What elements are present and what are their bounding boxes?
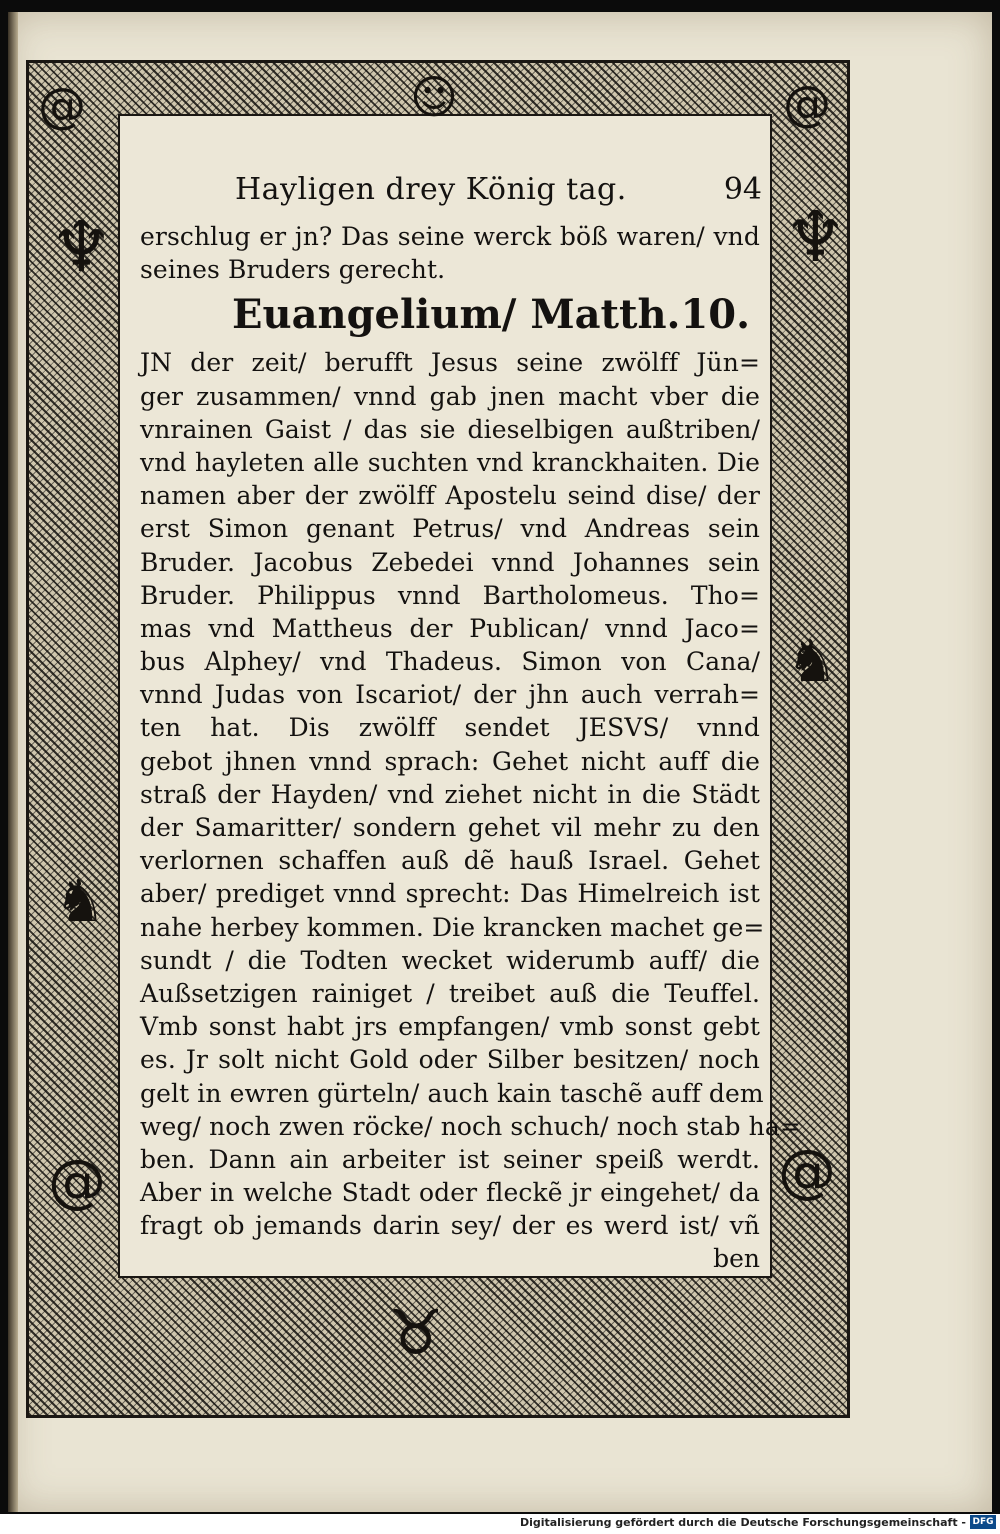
face-ornament-icon: ☺: [410, 70, 458, 124]
text-line: Bruder. Jacobus Zebedei vnnd Johannes sein: [140, 547, 760, 577]
page-spine-shadow: [8, 12, 18, 1512]
text-line: weg/ noch zwen röcke/ noch schuch/ noch stab ha=: [140, 1111, 801, 1141]
text-line: ten hat. Dis zwölff sendet JESVS/ vnnd: [140, 713, 760, 743]
beast-ornament-icon: ♉: [388, 1296, 444, 1369]
text-line: namen aber der zwölff Apostelu seind dise/ der: [140, 481, 760, 511]
footer-credit: Digitalisierung gefördert durch die Deutsche Forschungsgemeinschaft -: [519, 1516, 966, 1529]
page-text: [140, 172, 801, 1242]
spiral-ornament-icon: @: [783, 76, 831, 132]
text-line: sundt / die Todten wecket widerumb auff/ die: [140, 945, 760, 975]
text-line: aber/ prediget vnnd sprecht: Das Himelreich ist: [140, 879, 760, 909]
running-head: Hayligen drey König tag.: [235, 172, 627, 207]
text-line: seines Bruders gerecht.: [140, 255, 446, 285]
beast-ornament-icon: ♞: [786, 627, 838, 695]
text-line: es. Jr solt nicht Gold oder Silber besitzen/ noch: [140, 1045, 760, 1075]
text-line: gebot jhnen vnnd sprach: Gehet nicht auff die: [140, 746, 760, 776]
page-number: 94: [723, 172, 762, 207]
text-line: straß der Hayden/ vnd ziehet nicht in die Städt: [140, 779, 760, 809]
text-line: erschlug er jn? Das seine werck böß waren/ vnd: [140, 222, 760, 251]
figure-ornament-icon: ♆: [50, 206, 113, 288]
text-line: fragt ob jemands darin sey/ der es werd ist/ vñ: [140, 1211, 760, 1241]
spiral-ornament-icon: @: [778, 1137, 836, 1205]
text-line: bus Alphey/ vnd Thadeus. Simon von Cana/: [140, 647, 760, 677]
text-line: verlornen schaffen auß dẽ hauß Israel. Gehet: [140, 846, 760, 876]
text-line: gelt in ewren gürteln/ auch kain taschẽ auff dem: [140, 1078, 764, 1108]
section-title: Euangelium/ Matth.10.: [232, 291, 751, 339]
text-line: ben. Dann ain arbeiter ist seiner speiß werdt.: [140, 1144, 760, 1174]
text-line: JN der zeit/ berufft Jesus seine zwölff Jün=: [140, 348, 760, 378]
text-line: erst Simon genant Petrus/ vnd Andreas sein: [140, 514, 760, 544]
dfg-logo: DFG: [970, 1515, 996, 1529]
text-line: ger zusammen/ vnnd gab jnen macht vber die: [140, 381, 760, 411]
text-line: Bruder. Philippus vnnd Bartholomeus. Tho=: [140, 580, 760, 610]
spiral-ornament-icon: @: [38, 78, 86, 134]
text-line: vnrainen Gaist / das sie dieselbigen außtriben/: [140, 414, 760, 444]
figure-ornament-icon: ♆: [784, 196, 847, 278]
text-line: Außsetzigen rainiget / treibet auß die Teuffel.: [140, 978, 760, 1008]
text-line: Vmb sonst habt jrs empfangen/ vmb sonst gebt: [140, 1012, 760, 1042]
beast-ornament-icon: ♞: [54, 867, 106, 935]
book-page: [8, 12, 992, 1512]
text-line: nahe herbey kommen. Die krancken machet ge=: [140, 912, 765, 942]
text-line: vnnd Judas von Iscariot/ der jhn auch verrah=: [140, 680, 760, 710]
spiral-ornament-icon: @: [48, 1147, 106, 1215]
text-line: mas vnd Mattheus der Publican/ vnnd Jaco=: [140, 613, 760, 643]
catchword: ben: [713, 1244, 760, 1273]
text-line: der Samaritter/ sondern gehet vil mehr zu den: [140, 813, 760, 842]
text-line: vnd hayleten alle suchten vnd kranckhaiten. Die: [140, 447, 760, 477]
page-header: [140, 172, 760, 220]
text-line: Aber in welche Stadt oder fleckẽ jr eingehet/ da: [140, 1178, 760, 1208]
